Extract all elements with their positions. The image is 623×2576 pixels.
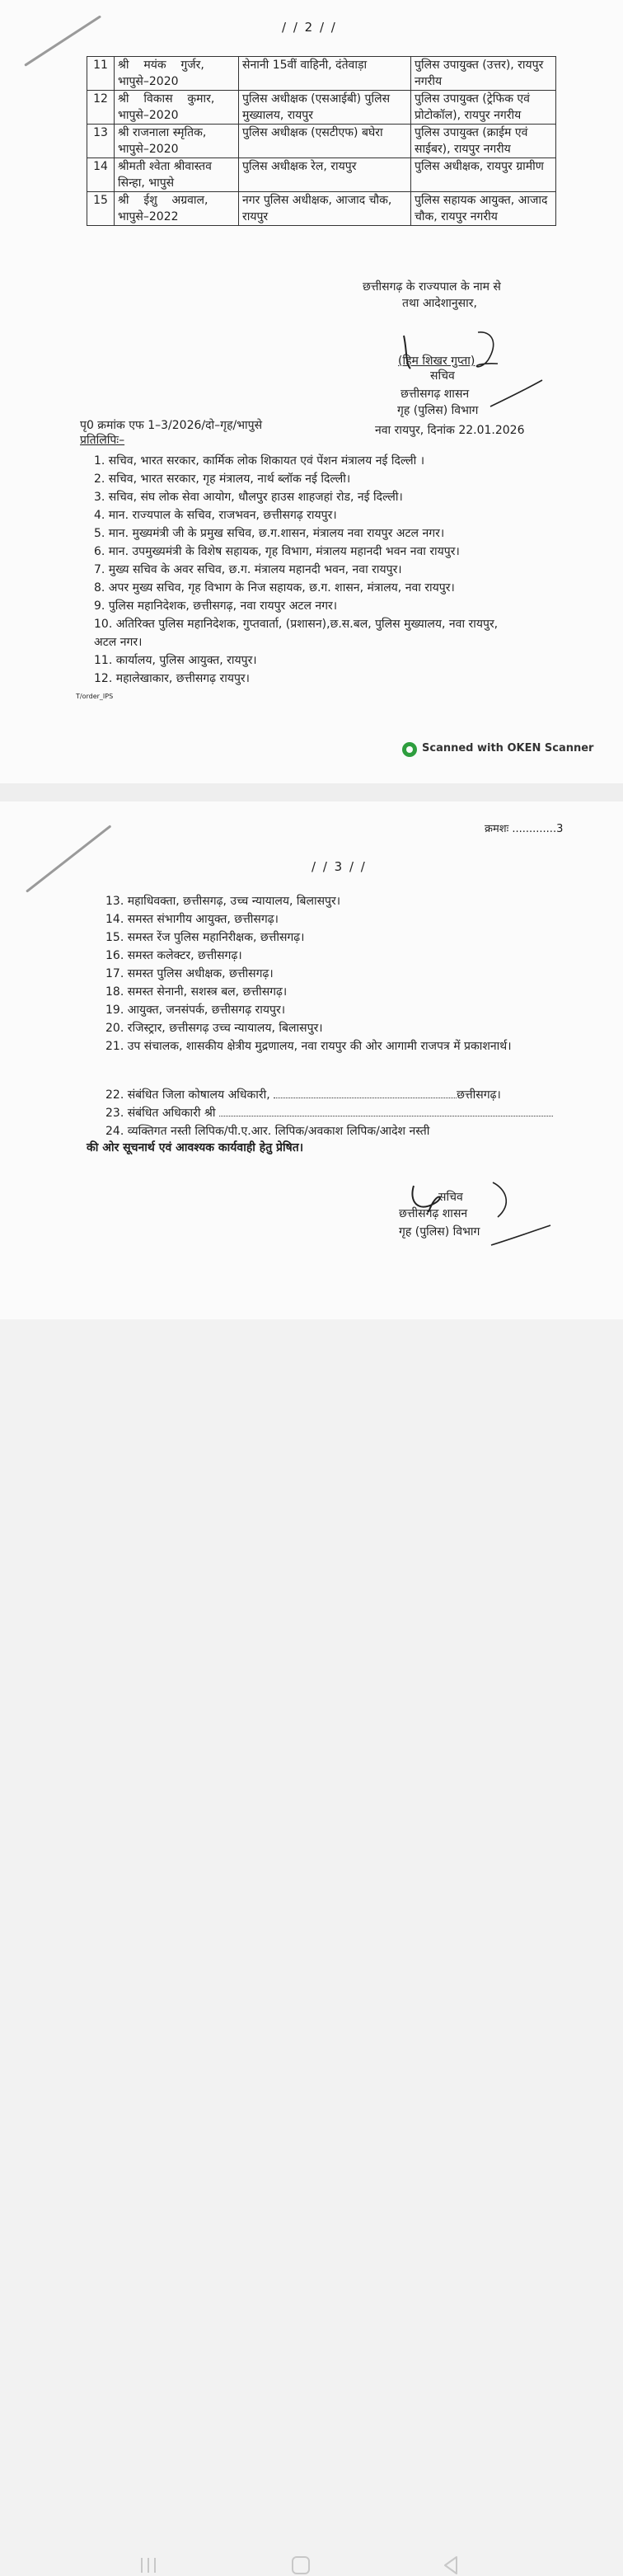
page-number: / / 2 / / [282, 20, 337, 35]
new-posting: पुलिस अधीक्षक, रायपुर ग्रामीण [411, 158, 556, 192]
copy-item-23-text: 23. संबंधित अधिकारी श्री [105, 1107, 216, 1120]
copy-list [94, 452, 522, 688]
officer-name [115, 125, 239, 158]
signatory-dept: गृह (पुलिस) विभाग [399, 1225, 480, 1239]
officer-name [115, 91, 239, 125]
officer-name-line-1: श्री राजनाला स्मृतिक, [118, 126, 207, 139]
file-reference: T/order_IPS [76, 693, 114, 700]
copy-list-item: 19. आयुक्त, जनसंपर्क, छत्तीसगढ़ रायपुर। [105, 1004, 286, 1017]
officer-name [115, 192, 239, 226]
copy-list-item: 15. समस्त रेंज पुलिस महानिरीक्षक, छत्तीसगढ़। [105, 931, 305, 944]
continued-marker: क्रमशः .............3 [485, 823, 564, 835]
system-navigation-bar [0, 1270, 623, 1319]
copy-list-item: 14. समस्त संभागीय आयुक्त, छत्तीसगढ़। [105, 913, 279, 926]
copy-list-item: 2. सचिव, भारत सरकार, गृह मंत्रालय, नार्थ ब्लॉक नई दिल्ली। [94, 472, 351, 486]
officer-name [115, 158, 239, 192]
current-posting: पुलिस अधीक्षक रेल, रायपुर [239, 158, 411, 192]
officer-name-line-1: श्री मयंक गुर्जर, [118, 59, 204, 72]
officer-name-line-2: सिन्हा, भापुसे [118, 176, 175, 190]
row-number: 15 [87, 192, 115, 226]
copy-list-item: 1. सचिव, भारत सरकार, कार्मिक लोक शिकायत एवं पेंशन मंत्रालय नई दिल्ली । [94, 454, 425, 468]
page-separator [0, 783, 623, 801]
copy-list-item: 11. कार्यालय, पुलिस आयुक्त, रायपुर। [94, 654, 257, 667]
signatory-name: (हिम शिखर गुप्ता) [398, 355, 475, 368]
copy-list-item: 12. महालेखाकार, छत्तीसगढ़ रायपुर। [94, 672, 250, 685]
copy-list-item: 10. अतिरिक्त पुलिस महानिदेशक, गुप्तवार्ता, (प्रशासन),छ.स.बल, पुलिस मुख्यालय, नवा रायपुर, अटल नगर। [94, 618, 499, 649]
row-number: 11 [87, 57, 115, 91]
copy-list-item: 20. रजिस्ट्रार, छत्तीसगढ़ उच्च न्यायालय, बिलासपुर। [105, 1022, 323, 1035]
copy-item-22-suffix: छत्तीसगढ़। [457, 1088, 501, 1102]
officer-name-line-2: भापुसे–2020 [118, 143, 179, 156]
new-posting: पुलिस सहायक आयुक्त, आजाद चौक, रायपुर नगरीय [411, 192, 556, 226]
document-page-2 [0, 0, 623, 783]
copy-list-item: 6. मान. उपमुख्यमंत्री के विशेष सहायक, गृह विभाग, मंत्रालय महानदी भवन नवा रायपुर। [94, 545, 460, 558]
officer-name-line-2: भापुसे–2020 [118, 109, 179, 122]
row-number: 14 [87, 158, 115, 192]
current-posting: पुलिस अधीक्षक (एसआईबी) पुलिस मुख्यालय, रायपुर [239, 91, 411, 125]
copy-item-24: 24. व्यक्तिगत नस्ती लिपिक/पी.ए.आर. लिपिक/अवकाश लिपिक/आदेश नस्ती [105, 1125, 430, 1138]
copy-list-item: 5. मान. मुख्यमंत्री जी के प्रमुख सचिव, छ.ग.शासन, मंत्रालय नवा रायपुर अटल नगर। [94, 527, 445, 540]
officer-name [115, 57, 239, 91]
copy-list-item: 8. अपर मुख्य सचिव, गृह विभाग के निज सहायक, छ.ग. शासन, मंत्रालय, नवा रायपुर। [94, 581, 455, 595]
copy-list-item: 7. मुख्य सचिव के अवर सचिव, छ.ग. मंत्रालय महानदी भवन, नवा रायपुर। [94, 563, 402, 576]
governor-line-2: तथा आदेशानुसार, [402, 297, 477, 310]
table-row [87, 91, 556, 125]
home-icon[interactable] [290, 2555, 312, 2576]
copy-item-22 [105, 1087, 501, 1103]
new-posting: पुलिस उपायुक्त (क्राईम एवं साईबर), रायपुर नगरीय [411, 125, 556, 158]
scanner-watermark: Scanned with OKEN Scanner [422, 742, 594, 754]
current-posting: पुलिस अधीक्षक (एसटीएफ) बघेरा [239, 125, 411, 158]
signatory-dept: गृह (पुलिस) विभाग [397, 404, 479, 417]
copy-list-item: 4. मान. राज्यपाल के सचिव, राजभवन, छत्तीसगढ़ रायपुर। [94, 509, 337, 522]
back-icon[interactable] [440, 2555, 461, 2576]
row-number: 13 [87, 125, 115, 158]
governor-line-1: छत्तीसगढ़ के राज्यपाल के नाम से [363, 280, 501, 294]
document-page-3 [0, 801, 623, 1319]
copy-list-item: 17. समस्त पुलिस अधीक्षक, छत्तीसगढ़। [105, 967, 274, 980]
copy-list-item: 3. सचिव, संघ लोक सेवा आयोग, धौलपुर हाउस शाहजहां रोड, नई दिल्ली। [94, 491, 403, 504]
table-row [87, 125, 556, 158]
copy-item-22-prefix: 22. संबंधित जिला कोषालय अधिकारी, [105, 1088, 270, 1102]
scan-smudge [26, 825, 111, 892]
signatory-title: सचिव [430, 369, 455, 383]
copy-heading: प्रतिलिपिः– [80, 434, 125, 447]
officer-name-line-2: भापुसे–2020 [118, 75, 179, 88]
table-row [87, 158, 556, 192]
row-number: 12 [87, 91, 115, 125]
copy-list-item: 21. उप संचालक, शासकीय क्षेत्रीय मुद्रणालय, नवा रायपुर की ओर आगामी राजपत्र में प्रकाशनार्थ। [105, 1040, 512, 1053]
transfer-table [87, 56, 556, 226]
copy-list-item: 16. समस्त कलेक्टर, छत्तीसगढ़। [105, 949, 242, 962]
officer-name-line-1: श्री ईशु अग्रवाल, [118, 194, 208, 207]
oken-scanner-logo-icon [402, 742, 417, 757]
new-posting: पुलिस उपायुक्त (ट्रेफिक एवं प्रोटोकॉल), रायपुर नगरीय [411, 91, 556, 125]
copy-list-continued [105, 892, 534, 1055]
copy-item-23 [105, 1105, 553, 1121]
place-date: नवा रायपुर, दिनांक 22.01.2026 [375, 424, 525, 437]
signatory-title: सचिव [438, 1191, 463, 1204]
new-posting: पुलिस उपायुक्त (उत्तर), रायपुर नगरीय [411, 57, 556, 91]
officer-name-line-1: श्रीमती श्वेता श्रीवास्तव [118, 160, 212, 173]
signatory-govt: छत्तीसगढ़ शासन [399, 1207, 468, 1220]
table-row [87, 57, 556, 91]
copy-list-item: 13. महाधिवक्ता, छत्तीसगढ़, उच्च न्यायालय, बिलासपुर। [105, 895, 341, 908]
table-row [87, 192, 556, 226]
officer-name-line-2: भापुसे–2022 [118, 210, 179, 223]
closing-line: की ओर सूचनार्थ एवं आवश्यक कार्यवाही हेतु प्रेषित। [87, 1141, 304, 1154]
page-number: / / 3 / / [312, 859, 367, 874]
current-posting: नगर पुलिस अधीक्षक, आजाद चौक, रायपुर [239, 192, 411, 226]
recent-apps-icon[interactable] [137, 2555, 162, 2576]
officer-name-line-1: श्री विकास कुमार, [118, 92, 215, 106]
copy-list-item: 9. पुलिस महानिदेशक, छत्तीसगढ़, नवा रायपुर अटल नगर। [94, 599, 338, 613]
current-posting: सेनानी 15वीं वाहिनी, दंतेवाड़ा [239, 57, 411, 91]
signatory-govt: छत्तीसगढ़ शासन [400, 388, 470, 401]
copy-list-item: 18. समस्त सेनानी, सशस्त्र बल, छत्तीसगढ़। [105, 985, 288, 999]
memo-number: पृ0 क्रमांक एफ 1–3/2026/दो–गृह/भापुसे [80, 419, 263, 432]
